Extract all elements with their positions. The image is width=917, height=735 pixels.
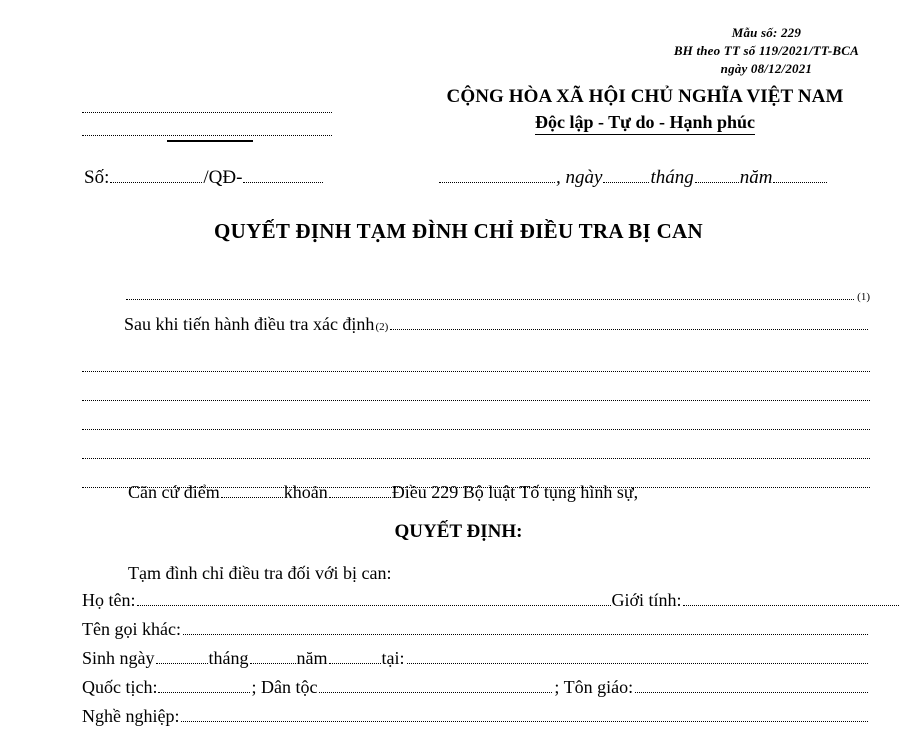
alias-input[interactable]: [183, 619, 868, 635]
birth-year-label: năm: [296, 648, 328, 668]
year-input[interactable]: [773, 166, 827, 183]
ethnicity-input[interactable]: [319, 677, 552, 693]
national-heading: [420, 86, 870, 135]
agency-line-2[interactable]: [82, 113, 332, 136]
document-number-suffix-input[interactable]: [243, 166, 323, 183]
full-name-input[interactable]: [137, 590, 611, 606]
body-line-1-input[interactable]: [126, 284, 854, 300]
legal-basis-khoan-label: khoản: [283, 482, 328, 502]
alias-label: Tên gọi khác:: [82, 619, 181, 639]
document-number-separator: /QĐ-: [203, 166, 243, 188]
ethnicity-label: ; Dân tộc: [251, 677, 318, 697]
body-blank-line[interactable]: [82, 430, 870, 459]
day-input[interactable]: [603, 166, 649, 183]
birth-day-input[interactable]: [156, 648, 208, 664]
suspect-fields: [82, 590, 870, 735]
birth-month-input[interactable]: [250, 648, 296, 664]
body-intro-line: Sau khi tiến hành điều tra xác định (2): [124, 314, 870, 343]
form-model-number: Mẫu số: 229: [731, 25, 802, 40]
field-row-occupation: [82, 706, 870, 735]
national-motto: Độc lập - Tự do - Hạnh phúc: [535, 112, 755, 135]
place-input[interactable]: [439, 166, 555, 183]
country-name: CỘNG HÒA XÃ HỘI CHỦ NGHĨA VIỆT NAM: [446, 86, 844, 107]
legal-basis-clause-input[interactable]: [329, 482, 391, 498]
investigation-intro-label: Sau khi tiến hành điều tra xác định: [124, 314, 375, 334]
body-blank-lines: [82, 343, 870, 488]
issuing-agency-block: [82, 92, 332, 142]
body-blank-line[interactable]: [82, 401, 870, 430]
decision-heading: QUYẾT ĐỊNH:: [394, 521, 523, 542]
body-blank-line[interactable]: [82, 343, 870, 372]
field-row-nationality: [82, 677, 870, 706]
nationality-label: Quốc tịch:: [82, 677, 158, 697]
document-number-input[interactable]: [110, 166, 202, 183]
birth-place-input[interactable]: [407, 648, 868, 664]
gender-label: Giới tính:: [611, 590, 682, 610]
month-input[interactable]: [695, 166, 739, 183]
agency-underline: [167, 139, 253, 142]
field-row-birth: [82, 648, 870, 677]
decision-body: [124, 284, 870, 343]
investigation-intro-input[interactable]: [390, 314, 868, 330]
nationality-input[interactable]: [158, 677, 250, 693]
agency-line-1[interactable]: [82, 92, 332, 113]
page-title: QUYẾT ĐỊNH TẠM ĐÌNH CHỈ ĐIỀU TRA BỊ CAN: [214, 219, 703, 243]
occupation-input[interactable]: [181, 706, 868, 722]
legal-basis-suffix: Điều 229 Bộ luật Tố tụng hình sự,: [391, 482, 639, 502]
body-blank-line[interactable]: [82, 372, 870, 401]
ngay-label: , ngày: [556, 166, 603, 188]
field-row-name-gender: [82, 590, 870, 619]
form-issue-date: ngày 08/12/2021: [720, 61, 813, 76]
occupation-label: Nghề nghiệp:: [82, 706, 180, 726]
gender-input[interactable]: [683, 590, 899, 606]
religion-label: ; Tôn giáo:: [554, 677, 634, 697]
birth-month-label: tháng: [208, 648, 249, 668]
decision-statement: Tạm đình chỉ điều tra đối với bị can:: [128, 563, 392, 583]
document-number-line: [84, 166, 324, 189]
legal-basis-prefix: Căn cứ điểm: [128, 482, 220, 502]
body-line-note1: (1): [124, 284, 870, 314]
birth-year-input[interactable]: [329, 648, 381, 664]
legal-basis-point-input[interactable]: [221, 482, 283, 498]
religion-input[interactable]: [635, 677, 868, 693]
thang-label: tháng: [650, 166, 694, 188]
birth-place-label: tại:: [381, 648, 405, 668]
place-date-line: [438, 166, 828, 189]
form-issuing-circular: BH theo TT số 119/2021/TT-BCA: [673, 43, 859, 58]
document-number-label: Số:: [84, 166, 110, 188]
legal-basis-line: [128, 482, 638, 503]
birth-day-label: Sinh ngày: [82, 648, 155, 668]
full-name-label: Họ tên:: [82, 590, 136, 610]
field-row-alias: [82, 619, 870, 648]
nam-label: năm: [739, 166, 773, 188]
form-model-block: [674, 24, 859, 78]
